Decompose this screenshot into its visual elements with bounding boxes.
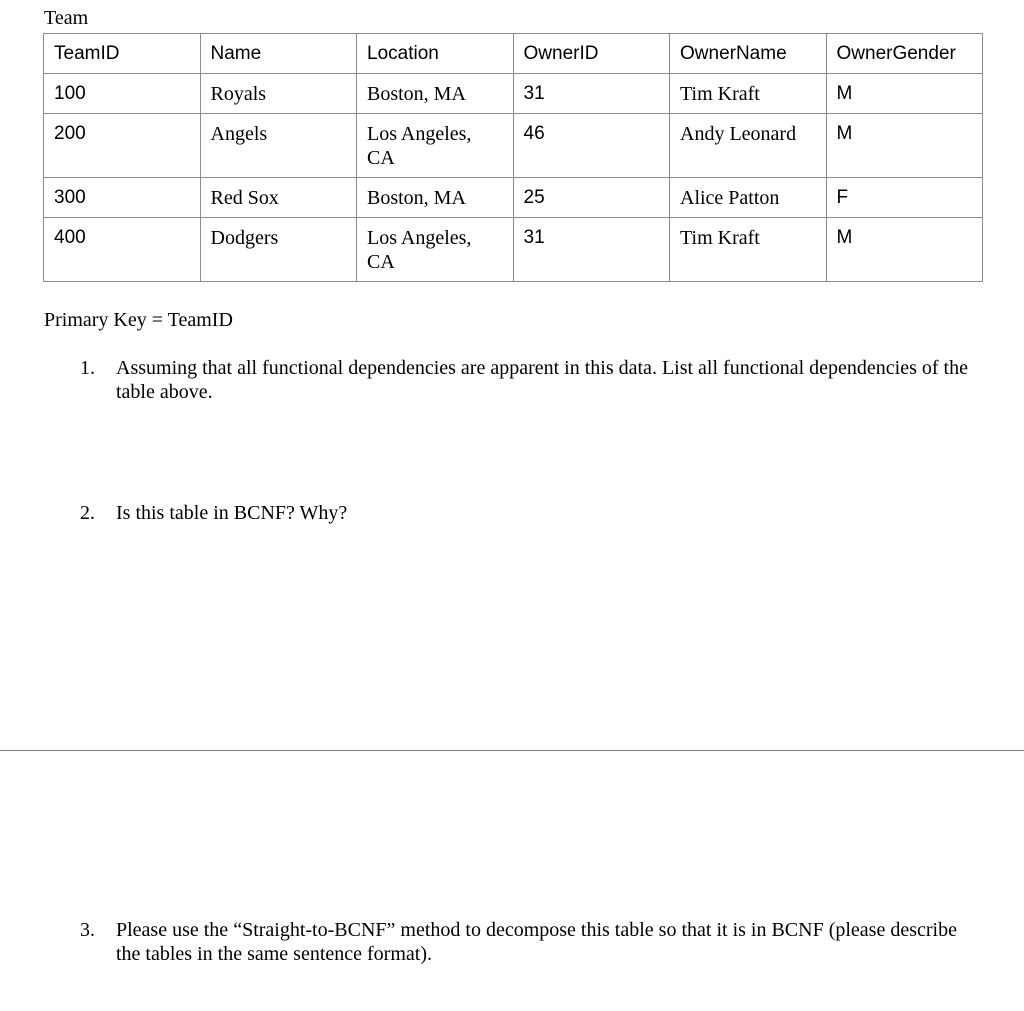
team-name-cell: Dodgers — [200, 218, 357, 282]
table-caption: Team — [44, 7, 89, 29]
owner-gender-cell: M — [826, 74, 983, 114]
team-id-cell: 100 — [44, 74, 201, 114]
question-text: Is this table in BCNF? Why? — [116, 502, 348, 524]
owner-name-cell: Alice Patton — [670, 178, 827, 218]
table-row — [44, 178, 983, 218]
column-header-team-id: TeamID — [44, 34, 201, 74]
table-row — [44, 74, 983, 114]
owner-id-cell: 46 — [513, 114, 670, 178]
owner-gender-cell: M — [826, 114, 983, 178]
team-id-cell: 400 — [44, 218, 201, 282]
team-id-cell: 300 — [44, 178, 201, 218]
team-name-cell: Royals — [200, 74, 357, 114]
column-header-owner-id: OwnerID — [513, 34, 670, 74]
primary-key-note: Primary Key = TeamID — [44, 309, 233, 331]
team-name-cell: Angels — [200, 114, 357, 178]
table-row — [44, 218, 983, 282]
location-cell: Boston, MA — [357, 74, 514, 114]
question-3 — [80, 918, 980, 966]
owner-name-cell: Andy Leonard — [670, 114, 827, 178]
location-cell: Boston, MA — [357, 178, 514, 218]
column-header-location: Location — [357, 34, 514, 74]
location-cell: Los Angeles, CA — [357, 218, 514, 282]
question-2 — [80, 501, 980, 525]
table-header-row — [44, 34, 983, 74]
team-table — [43, 33, 983, 282]
column-header-name: Name — [200, 34, 357, 74]
owner-name-cell: Tim Kraft — [670, 74, 827, 114]
owner-gender-cell: M — [826, 218, 983, 282]
question-1 — [80, 356, 980, 404]
owner-id-cell: 25 — [513, 178, 670, 218]
question-number: 1. — [80, 357, 95, 379]
question-text: Please use the “Straight-to-BCNF” method to decompose this table so that it is in BCNF (please describe the tables in the same sentence format). — [116, 919, 957, 965]
owner-gender-cell: F — [826, 178, 983, 218]
question-number: 3. — [80, 919, 95, 941]
page-divider — [0, 750, 1024, 751]
owner-name-cell: Tim Kraft — [670, 218, 827, 282]
column-header-owner-gender: OwnerGender — [826, 34, 983, 74]
owner-id-cell: 31 — [513, 218, 670, 282]
question-text: Assuming that all functional dependencies are apparent in this data. List all functional dependencies of the table above. — [116, 357, 968, 403]
team-name-cell: Red Sox — [200, 178, 357, 218]
table-row — [44, 114, 983, 178]
team-id-cell: 200 — [44, 114, 201, 178]
owner-id-cell: 31 — [513, 74, 670, 114]
location-cell: Los Angeles, CA — [357, 114, 514, 178]
question-number: 2. — [80, 502, 95, 524]
column-header-owner-name: OwnerName — [670, 34, 827, 74]
